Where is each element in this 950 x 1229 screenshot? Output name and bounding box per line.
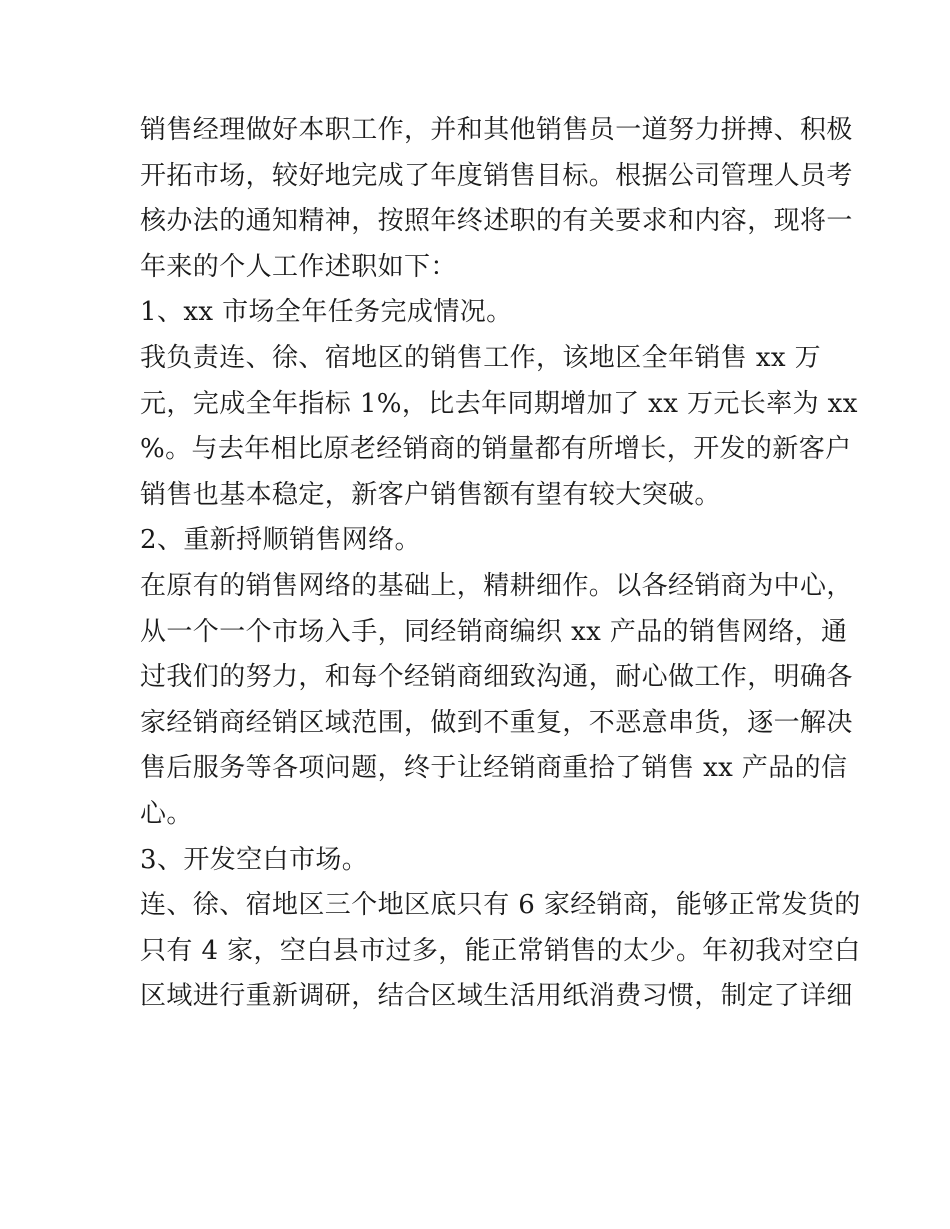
text-line: 销售也基本稳定，新客户销售额有望有较大突破。 — [140, 479, 721, 510]
document-body — [140, 108, 861, 1020]
text-line: 开拓市场，较好地完成了年度销售目标。根据公司管理人员考 — [140, 160, 853, 191]
text-line: 从一个一个市场入手，同经销商编织 xx 产品的销售网络，通 — [140, 616, 848, 647]
text-line: 连、徐、宿地区三个地区底只有 6 家经销商，能够正常发货的 — [140, 890, 861, 921]
text-line: 家经销商经销区域范围，做到不重复，不恶意串货，逐一解决 — [140, 707, 853, 738]
text-line: %。与去年相比原老经销商的销量都有所增长，开发的新客户 — [140, 434, 852, 465]
text-line: 我负责连、徐、宿地区的销售工作，该地区全年销售 xx 万 — [140, 342, 822, 373]
text-line: 售后服务等各项问题，终于让经销商重拾了销售 xx 产品的信 — [140, 753, 848, 784]
text-line: 过我们的努力，和每个经销商细致沟通，耐心做工作，明确各 — [140, 662, 853, 693]
text-line: 元，完成全年指标 1%，比去年同期增加了 xx 万元长率为 xx — [140, 388, 858, 419]
text-line: 核办法的通知精神，按照年终述职的有关要求和内容，现将一 — [140, 206, 853, 237]
text-line: 销售经理做好本职工作，并和其他销售员一道努力拼搏、积极 — [140, 115, 853, 145]
text-line: 只有 4 家，空白县市过多，能正常销售的太少。年初我对空白 — [140, 935, 861, 966]
text-line: 心。 — [140, 798, 193, 829]
section-heading-2: 2、重新捋顺销售网络。 — [140, 525, 421, 556]
text-line: 在原有的销售网络的基础上，精耕细作。以各经销商为中心， — [140, 570, 853, 601]
section-heading-3: 3、开发空白市场。 — [140, 844, 369, 875]
text-line: 区域进行重新调研，结合区域生活用纸消费习惯，制定了详细 — [140, 981, 853, 1012]
section-heading-1: 1、xx 市场全年任务完成情况。 — [140, 297, 513, 328]
text-line: 年来的个人工作述职如下： — [140, 251, 457, 282]
